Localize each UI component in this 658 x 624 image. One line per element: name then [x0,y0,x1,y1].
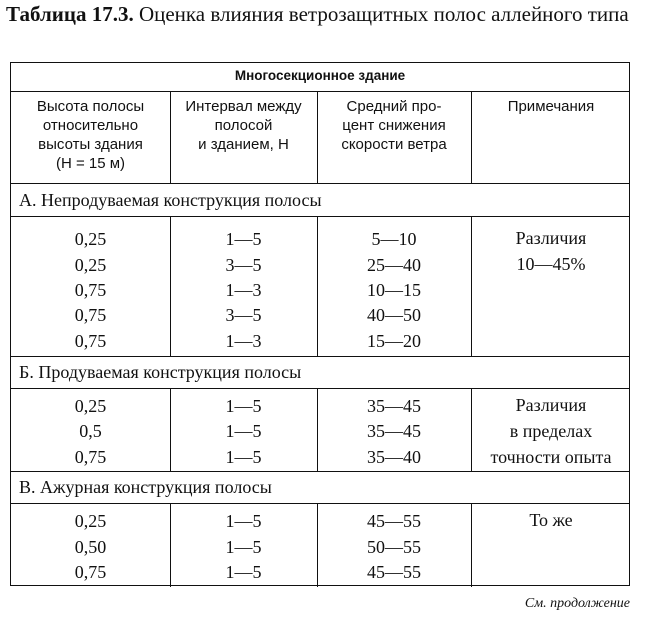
table-cell: 1—5 [225,229,262,249]
divider [11,91,629,92]
table-title [6,2,652,26]
section-note: То же [529,510,573,530]
table-cell: 3—5 [225,255,262,275]
table-cell: 40—50 [367,305,421,325]
table-cell: 45—55 [367,511,421,531]
section-title: А. Непродуваемая конструкция полосы [19,190,322,210]
table-cell: 10—15 [367,280,421,300]
section-title: В. Ажурная конструкция полосы [19,477,272,497]
table-cell: 0,25 [74,229,107,249]
table-cell: 1—5 [225,396,262,416]
table-cell: 1—5 [225,511,262,531]
table-cell: 1—5 [225,537,262,557]
table-cell: 1—3 [225,331,262,351]
table-cell: 25—40 [367,255,421,275]
table-number: Таблица 17.3. [6,2,134,26]
table-cell: 1—3 [225,280,262,300]
table-cell: 1—5 [225,562,262,582]
table-cell: 35—45 [367,396,421,416]
column-header-notes: Примечания [507,98,595,115]
section-note: Различия в пределах точности опыта [490,395,612,467]
divider [11,216,629,217]
table-cell: 0,75 [74,305,107,325]
column-header-reduction: Средний про- цент снижения скорости ветра [341,98,447,153]
table-cell: 0,50 [74,537,107,557]
divider [11,183,629,184]
divider [11,388,629,389]
table-cell: 50—55 [367,537,421,557]
table-caption: Многосекционное здание [234,68,406,83]
table-cell: 0,5 [79,421,102,441]
table-cell: 1—5 [225,447,262,467]
table-cell: 5—10 [371,229,417,249]
table-cell: 0,75 [74,447,107,467]
table-title-text: Оценка влияния ветрозащитных полос аллейного типа [138,2,629,26]
table-cell: 35—45 [367,421,421,441]
table-cell: 0,25 [74,255,107,275]
section-title: Б. Продуваемая конструкция полосы [19,362,302,382]
table-cell: 0,25 [74,396,107,416]
table-cell: 0,75 [74,331,107,351]
continuation-note: См. продолжение [524,596,630,611]
table-cell: 0,25 [74,511,107,531]
column-header-interval: Интервал между полосой и зданием, Н [185,98,302,153]
data-table [10,62,630,586]
table-cell: 3—5 [225,305,262,325]
divider [11,356,629,357]
table-cell: 0,75 [74,562,107,582]
divider [11,503,629,504]
table-cell: 15—20 [367,331,421,351]
table-cell: 1—5 [225,421,262,441]
table-cell: 45—55 [367,562,421,582]
section-note: Различия 10—45% [515,228,587,274]
table-cell: 35—40 [367,447,421,467]
divider [11,471,629,472]
table-cell: 0,75 [74,280,107,300]
column-header-height: Высота полосы относительно высоты здания (Н = 15 м) [36,98,145,172]
